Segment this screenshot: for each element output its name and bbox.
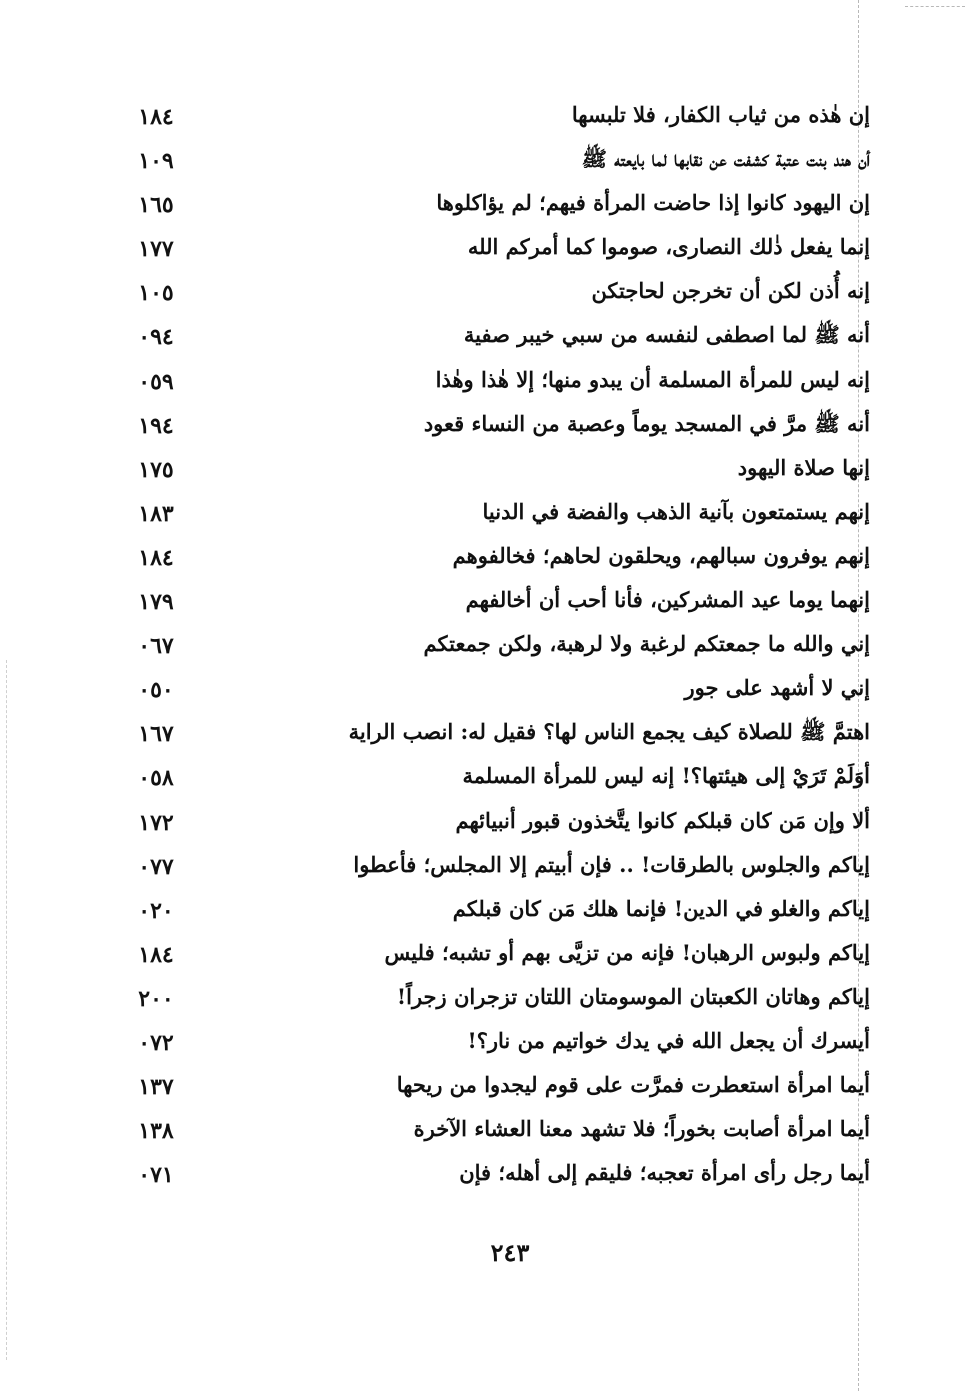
- hadith-text: أن هند بنت عتبة كشفت عن نقابها لما بايعته ﷺ: [581, 146, 870, 172]
- page-left-edge-line: [6, 660, 7, 1360]
- index-entry: [120, 846, 870, 890]
- entry-page-number: ١٠٥: [138, 280, 174, 307]
- index-entry: [120, 449, 870, 493]
- index-entry: [120, 1110, 870, 1154]
- entry-page-number: ٠٥٨: [138, 765, 174, 792]
- index-entry: [120, 1154, 870, 1198]
- hadith-text: أنه ﷺ مرَّ في المسجد يوماً وعصبة من النساء قعود: [423, 410, 870, 436]
- hadith-text: إنها صلاة اليهود: [737, 454, 870, 480]
- index-entry: [120, 405, 870, 449]
- index-entry: [120, 361, 870, 405]
- entry-page-number: ٠٧٧: [138, 853, 174, 880]
- index-entry: [120, 493, 870, 537]
- index-entry: [120, 1022, 870, 1066]
- entry-page-number: ١٨٤: [138, 104, 174, 130]
- hadith-text: إياكم ولبوس الرهبان! فإنه من تزيَّى بهم أو تشبه؛ فليس: [384, 939, 870, 965]
- hadith-text: إنهم يستمتعون بآنية الذهب والفضة في الدنيا: [482, 498, 870, 524]
- entry-page-number: ١٧٥: [138, 456, 174, 483]
- entry-page-number: ١٨٣: [138, 500, 174, 527]
- page-corner-line: [905, 6, 965, 7]
- entry-page-number: ١٣٨: [138, 1118, 174, 1145]
- hadith-text: أيما امرأة استعطرت فمرَّت على قوم ليجدوا من ريحها: [396, 1072, 870, 1098]
- index-entry: [120, 537, 870, 581]
- entry-page-number: ١٦٥: [138, 192, 174, 219]
- hadith-text: إياكم والغلو في الدين! فإنما هلك مَن كان قبلكم: [452, 895, 870, 921]
- index-entry: [120, 934, 870, 978]
- index-entry: [120, 625, 870, 669]
- hadith-text: إنهما يوما عيد المشركين، فأنا أحب أن أخالفهم: [465, 587, 870, 613]
- index-entry: [120, 184, 870, 228]
- index-entry: [120, 978, 870, 1022]
- entry-page-number: ١٦٧: [138, 721, 174, 748]
- index-entry: [120, 140, 870, 184]
- entry-page-number: ١٧٩: [138, 589, 174, 616]
- index-entry: [120, 757, 870, 801]
- index-entry: [120, 316, 870, 360]
- hadith-text: إنه أُذن لكن أن تخرجن لحاجتكن: [591, 278, 870, 304]
- index-entry: [120, 272, 870, 316]
- hadith-text: ألا وإن مَن كان قبلكم كانوا يتَّخذون قبور أنبيائهم: [455, 807, 870, 833]
- hadith-text: إنما يفعل ذٰلك النصارى، صوموا كما أمركم الله: [467, 234, 870, 260]
- index-entry: [120, 96, 870, 140]
- entry-page-number: ٠٥٠: [138, 677, 174, 704]
- hadith-text: إياكم والجلوس بالطرقات! .. فإن أبيتم إلا المجلس؛ فأعطوا: [353, 851, 870, 877]
- hadith-text: إن هٰذه من ثياب الكفار، فلا تلبسها: [571, 102, 870, 127]
- hadith-index-list: [120, 96, 870, 1198]
- entry-page-number: ١٧٢: [138, 809, 174, 836]
- hadith-text: أيما امرأة أصابت بخوراً؛ فلا تشهد معنا العشاء الآخرة: [413, 1116, 870, 1142]
- hadith-text: أيما رجل رأى امرأة تعجبه؛ فليقم إلى أهله؛ فإن: [459, 1160, 870, 1186]
- entry-page-number: ٠٧١: [138, 1162, 174, 1189]
- entry-page-number: ١٣٧: [138, 1074, 174, 1101]
- entry-page-number: ١٨٤: [138, 544, 174, 571]
- entry-page-number: ١٩٤: [138, 412, 174, 439]
- index-entry: [120, 228, 870, 272]
- hadith-text: إنه ليس للمرأة المسلمة أن يبدو منها؛ إلا هٰذا وهٰذا: [435, 366, 870, 392]
- entry-page-number: ٢٠٠: [138, 985, 174, 1012]
- hadith-text: إني لا أشهد على جور: [684, 675, 870, 701]
- index-entry: [120, 669, 870, 713]
- entry-page-number: ٠٦٧: [138, 633, 174, 660]
- entry-page-number: ١٧٧: [138, 236, 174, 263]
- entry-page-number: ١٨٤: [138, 941, 174, 968]
- entry-page-number: ٠٥٩: [138, 368, 174, 395]
- hadith-text: إياكم وهاتان الكعبتان الموسومتان اللتان تزجران زجراً!: [396, 983, 870, 1009]
- entry-page-number: ٠٩٤: [138, 324, 174, 351]
- hadith-text: إني والله ما جمعتكم لرغبة ولا لرهبة، ولكن جمعتكم: [423, 631, 870, 657]
- page-number: ٢٤٣: [490, 1238, 530, 1267]
- index-entry: [120, 802, 870, 846]
- hadith-text: إنهم يوفرون سبالهم، ويحلقون لحاهم؛ فخالفوهم: [452, 542, 870, 568]
- entry-page-number: ٠٢٠: [138, 897, 174, 924]
- hadith-text: أوَلَمْ تَرَيْ إلى هيئتها؟! إنه ليس للمرأة المسلمة: [462, 763, 870, 789]
- entry-page-number: ١٠٩: [138, 148, 174, 175]
- entry-page-number: ٠٧٢: [138, 1029, 174, 1056]
- index-entry: [120, 581, 870, 625]
- hadith-text: اهتمَّ ﷺ للصلاة كيف يجمع الناس لها؟ فقيل له: انصب الراية: [348, 719, 870, 745]
- index-entry: [120, 890, 870, 934]
- index-entry: [120, 713, 870, 757]
- index-entry: [120, 1066, 870, 1110]
- hadith-text: أنه ﷺ لما اصطفى لنفسه من سبي خيبر صفية: [463, 322, 870, 348]
- hadith-text: إن اليهود كانوا إذا حاضت المرأة فيهم؛ لم يؤاكلوها: [436, 190, 870, 216]
- hadith-text: أيسرك أن يجعل الله في يدك خواتيم من نار؟!: [467, 1027, 870, 1053]
